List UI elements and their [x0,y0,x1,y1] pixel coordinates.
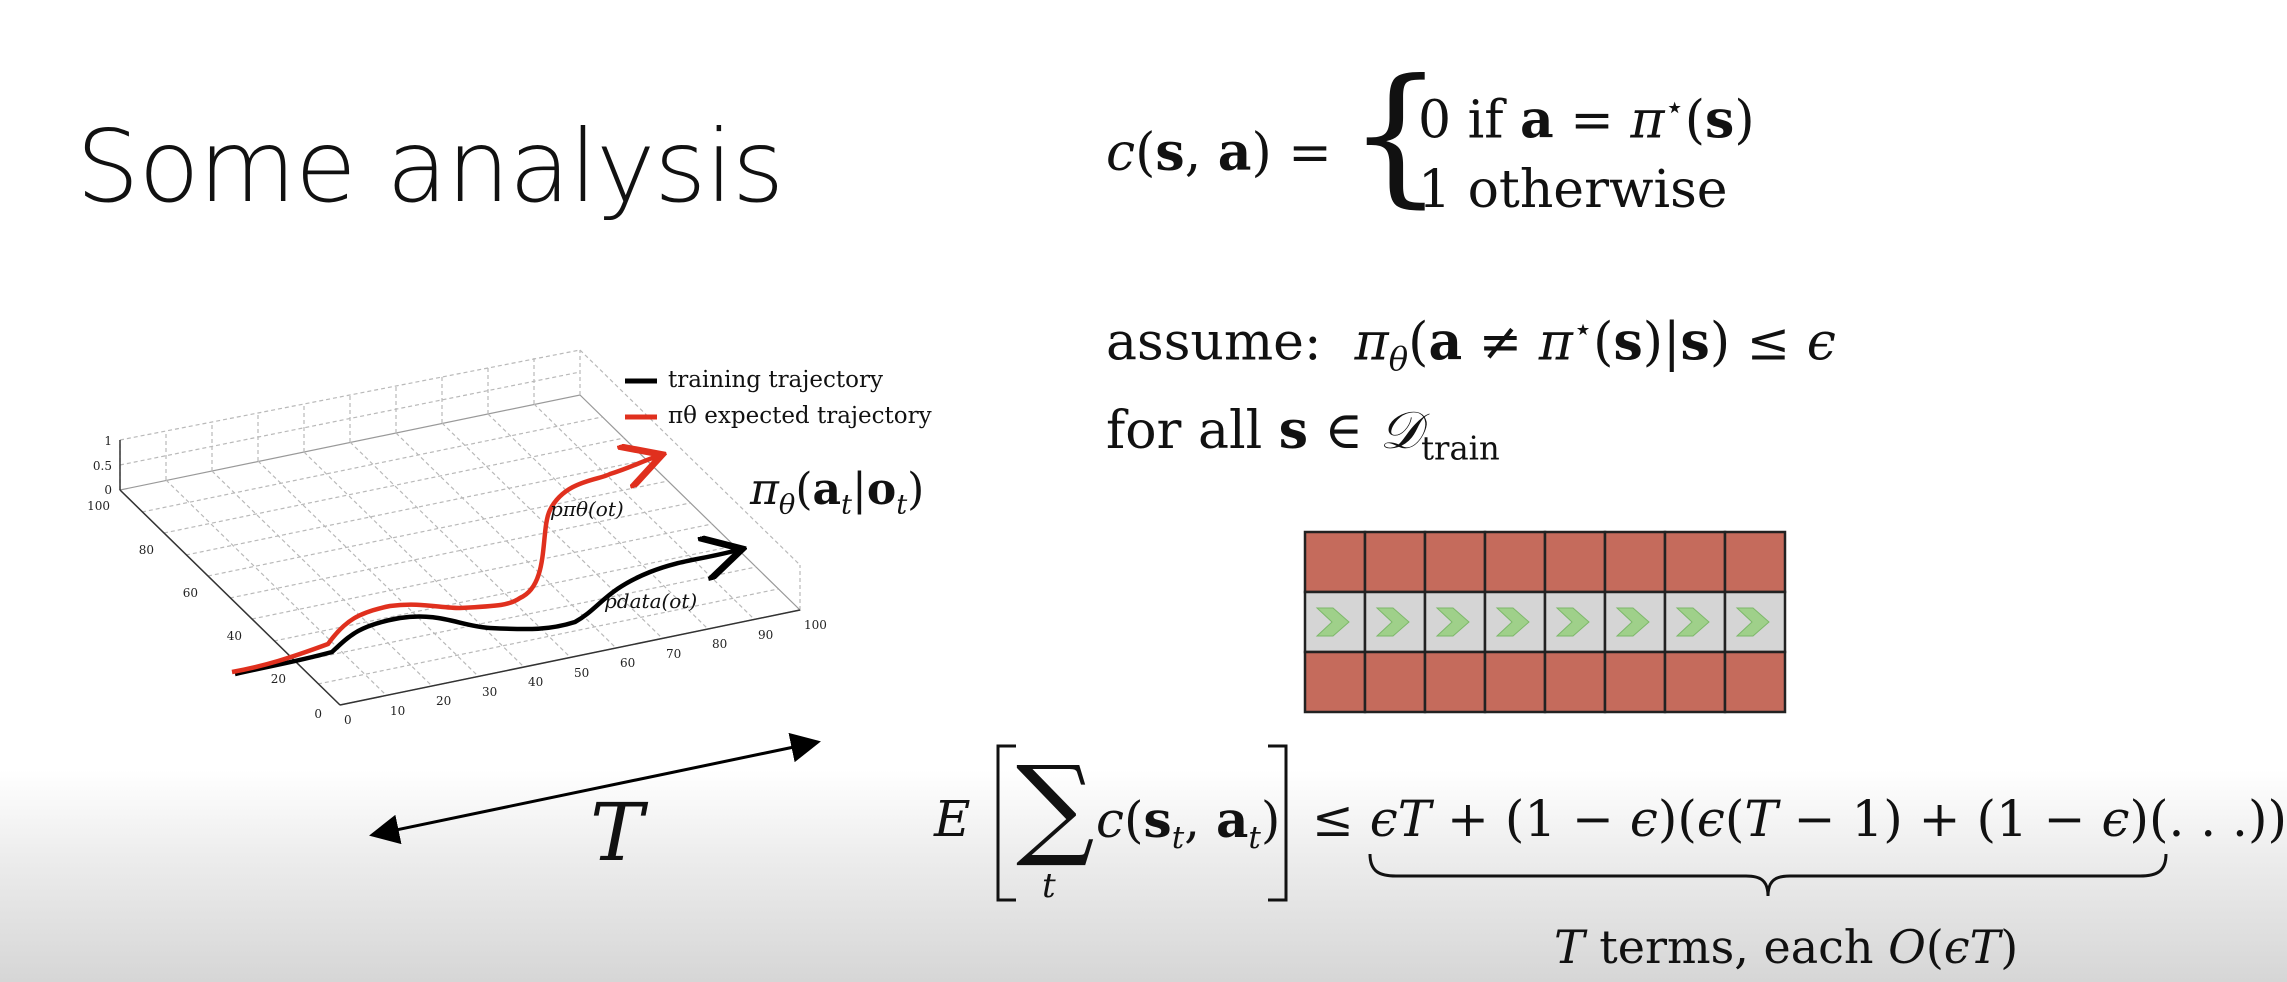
x-tick: 20 [436,694,452,708]
curve-label-data: pdata(ot) [604,589,698,613]
y-axis-line [120,490,340,705]
sum-symbol: ∑ [1016,742,1095,870]
cost-case-one: 0 if a = π⋆(s) [1418,88,1755,151]
x-tick: 80 [712,637,728,651]
grid-wall-cell [1725,532,1785,592]
grid-wall-cell [1365,532,1425,592]
grid-world [1300,528,1790,716]
grid-wall-cell [1485,652,1545,712]
terms-underbrace [1366,850,2170,914]
x-tick: 70 [666,647,682,661]
grid-wall-cell [1485,532,1545,592]
grid-wall-cell [1425,652,1485,712]
y-tick: 40 [226,629,242,643]
y-tick: 100 [87,499,110,513]
assumption-line-2: for all s ∈ 𝒟$_{train}$ [1106,400,1500,468]
x-tick: 100 [804,618,827,632]
x-tick: 0 [344,713,352,727]
x-tick: 90 [758,628,774,642]
curve-label-pi: pπθ(ot) [550,497,624,521]
expected-cost-E: E [934,790,971,848]
sum-term: $c(s_t$, $a_t$) [1096,790,1281,856]
sum-index: t [1042,866,1056,906]
legend-training-label: training trajectory [668,367,883,393]
x-tick: 50 [574,666,590,680]
x-tick: 10 [390,704,406,718]
grid-wall-cell [1605,532,1665,592]
grid-wall-cell [1665,532,1725,592]
time-axis-label: T [590,786,644,879]
grid-wall-cell [1665,652,1725,712]
grid-wall-cell [1305,532,1365,592]
expected-cost-bracket-right [1262,744,1292,904]
z-tick: 0 [104,483,112,497]
grid-wall-cell [1545,532,1605,592]
expected-trajectory-line [232,456,658,672]
grid-wall-cell [1605,652,1665,712]
grid-wall-cell [1365,652,1425,712]
z-tick: 1 [104,434,112,448]
y-tick: 60 [182,586,198,600]
y-tick: 0 [314,707,322,721]
grid-wall-cell [1425,532,1485,592]
slide-title: Some analysis [76,108,784,225]
terms-label: T terms, each O(ϵT) [1554,920,2019,974]
assumption-line-1: assume: $\pi_\theta(a \ne \pi^⋆(s)|s) \le \epsilon$ [1106,310,1836,379]
policy-label: $\pi_\theta(a_t|o_t)$ [750,464,925,521]
expected-cost-rhs: ≤ ϵT + (1 − ϵ)(ϵ(T − 1) + (1 − ϵ)(. . .)) [1312,790,2287,848]
trajectory-plot [60,350,960,879]
x-tick: 30 [482,685,498,699]
cost-case-two: 1 otherwise [1418,160,1728,220]
z-tick: 0.5 [92,459,112,473]
y-tick: 20 [270,672,286,686]
x-tick: 60 [620,656,636,670]
cases-brace: { [1348,48,1444,222]
y-tick: 80 [138,543,154,557]
cost-function-lhs: c(s, a) = [1106,122,1332,183]
grid-wall-cell [1725,652,1785,712]
grid-wall-cell [1545,652,1605,712]
legend-expected-label: πθ expected trajectory [668,403,932,429]
grid-wall-cell [1305,652,1365,712]
x-tick: 40 [528,675,544,689]
